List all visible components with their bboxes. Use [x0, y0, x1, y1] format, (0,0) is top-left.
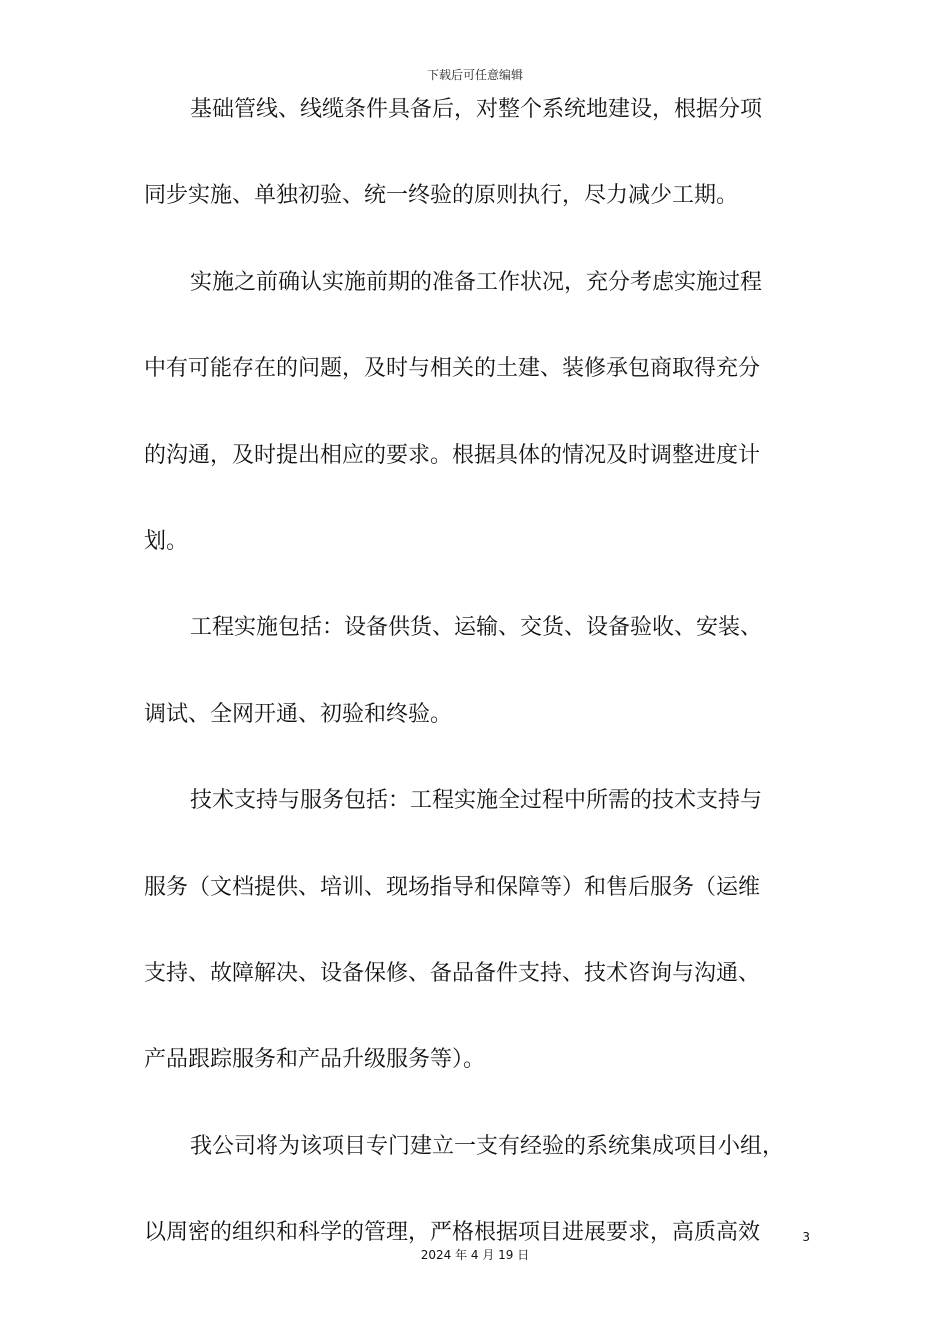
- paragraph-line: 支持、故障解决、设备保修、备品备件支持、技术咨询与沟通、: [144, 960, 761, 986]
- paragraph-line: 实施之前确认实施前期的准备工作状况，充分考虑实施过程: [190, 269, 763, 295]
- paragraph-line: 工程实施包括：设备供货、运输、交货、设备验收、安装、: [190, 615, 763, 641]
- page-number: 3: [802, 1230, 810, 1244]
- paragraph-line: 调试、全网开通、初验和终验。: [144, 701, 453, 727]
- paragraph-line: 服务（文档提供、培训、现场指导和保障等）和售后服务（运维: [144, 874, 761, 900]
- paragraph-line: 以周密的组织和科学的管理，严格根据项目进展要求，高质高效: [144, 1220, 761, 1246]
- page-header: 下载后可任意编辑: [426, 68, 523, 82]
- paragraph-line: 中有可能存在的问题，及时与相关的土建、装修承包商取得充分: [144, 356, 761, 382]
- paragraph-line: 产品跟踪服务和产品升级服务等）。: [144, 1047, 486, 1073]
- document-body: [144, 88, 808, 1297]
- footer-date: 2024 年 4 月 19 日: [420, 1248, 530, 1262]
- paragraph-line: 基础管线、线缆条件具备后，对整个系统地建设，根据分项: [190, 97, 763, 122]
- paragraph-line: 同步实施、单独初验、统一终验的原则执行，尽力减少工期。: [144, 183, 739, 209]
- paragraph-line: 技术支持与服务包括：工程实施全过程中所需的技术支持与: [190, 788, 763, 814]
- paragraph-line: 的沟通，及时提出相应的要求。根据具体的情况及时调整进度计: [144, 442, 761, 468]
- paragraph-line: 划。: [144, 528, 189, 554]
- paragraph-line: 我公司将为该项目专门建立一支有经验的系统集成项目小组，: [190, 1133, 785, 1159]
